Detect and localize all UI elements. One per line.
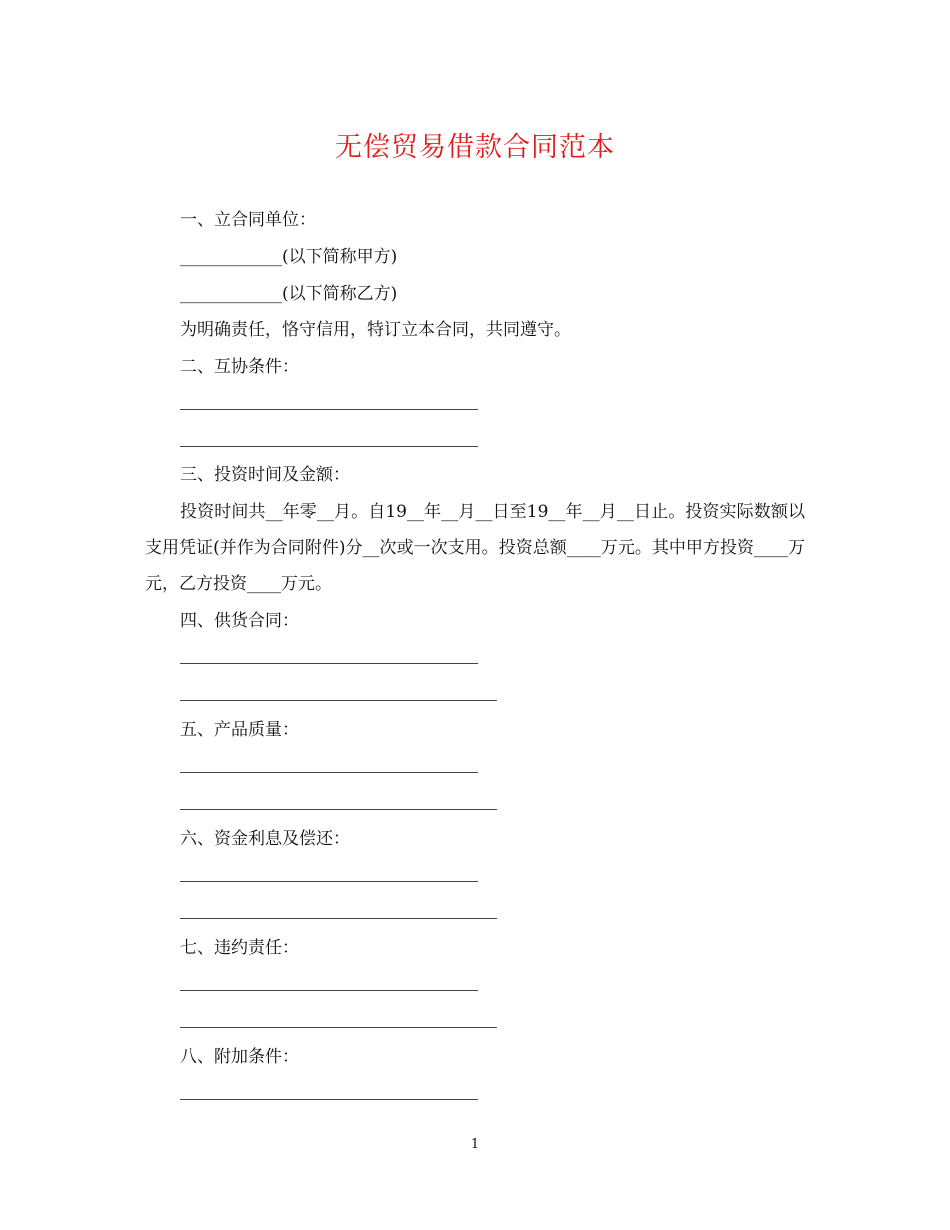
blank-line [180, 1027, 497, 1028]
document-title: 无偿贸易借款合同范本 [335, 132, 615, 163]
blank-line [180, 663, 478, 664]
blank-line [180, 918, 497, 919]
section-8-heading: 八、附加条件： [180, 1047, 299, 1067]
section-6-heading: 六、资金利息及偿还： [180, 829, 350, 849]
section-3-heading: 三、投资时间及金额： [180, 465, 350, 485]
blank-line [180, 1099, 478, 1100]
blank-line [180, 409, 478, 410]
page-number: 1 [470, 1137, 480, 1152]
section-5-heading: 五、产品质量： [180, 720, 299, 740]
purpose-statement: 为明确责任，恪守信用，特订立本合同，共同遵守。 [180, 320, 571, 340]
party-b-line: ____________(以下简称乙方) [180, 284, 398, 304]
section-2-heading: 二、互协条件： [180, 357, 299, 377]
blank-line [180, 700, 497, 701]
blank-line [180, 446, 478, 447]
blank-line [180, 772, 478, 773]
blank-line [180, 990, 478, 991]
party-a-line: ____________(以下简称甲方) [180, 247, 398, 267]
section-4-heading: 四、供货合同： [180, 611, 299, 631]
blank-line [180, 809, 497, 810]
section-1-heading: 一、立合同单位： [180, 210, 316, 230]
section-3-body: 投资时间共__年零__月。自19__年__月__日至19__年__月__日止。投资实际数额以支用凭证(并作为合同附件)分__次或一次支用。投资总额____万元。其中甲方投资____万元，乙方投资____万元。 [145, 502, 805, 594]
blank-line [180, 881, 478, 882]
section-7-heading: 七、违约责任： [180, 938, 299, 958]
